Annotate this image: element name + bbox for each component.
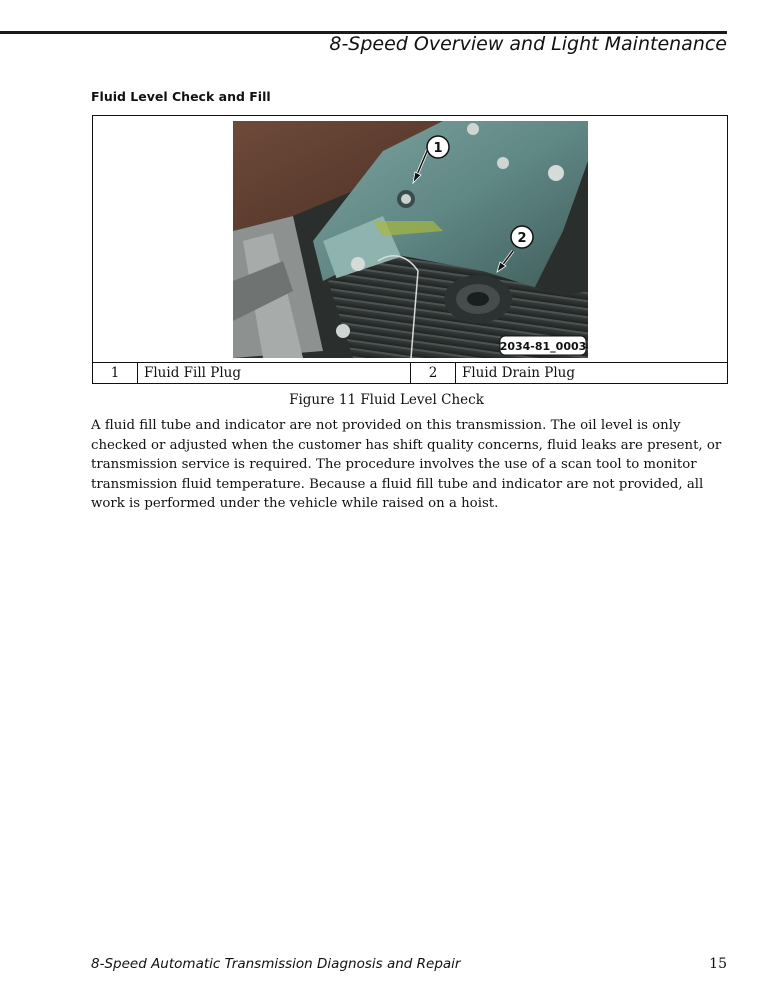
figure-legend-row	[93, 363, 727, 384]
section-heading: Fluid Level Check and Fill	[91, 89, 271, 104]
callout-2-label: 2	[517, 231, 527, 246]
page-number: 15	[709, 956, 727, 972]
figure-caption: Figure 11 Fluid Level Check	[289, 392, 484, 408]
legend-label: Fluid Drain Plug	[462, 365, 575, 381]
page-header-title: 8-Speed Overview and Light Maintenance	[329, 33, 727, 55]
figure-photo-cell	[93, 116, 727, 363]
figure-table	[92, 115, 728, 384]
legend-number: 1	[93, 363, 138, 384]
callout-1-label: 1	[433, 141, 443, 156]
footer-title: 8-Speed Automatic Transmission Diagnosis and Repair	[91, 956, 461, 972]
legend-label: Fluid Fill Plug	[138, 363, 411, 384]
legend-number: 2	[411, 363, 456, 384]
image-id-label: 2034-81_0003	[499, 340, 587, 353]
body-paragraph: A fluid fill tube and indicator are not provided on this transmission. The oil level is only checked or adjusted when the customer has shift quality concerns, fluid leaks are present, or transmission service is required. The procedure involves the use of a scan tool to monitor transmission fluid temperature. Because a fluid fill tube and indicator are not provided, all work is performed under the vehicle while raised on a hoist.	[91, 418, 722, 512]
transmission-photo	[233, 121, 588, 358]
